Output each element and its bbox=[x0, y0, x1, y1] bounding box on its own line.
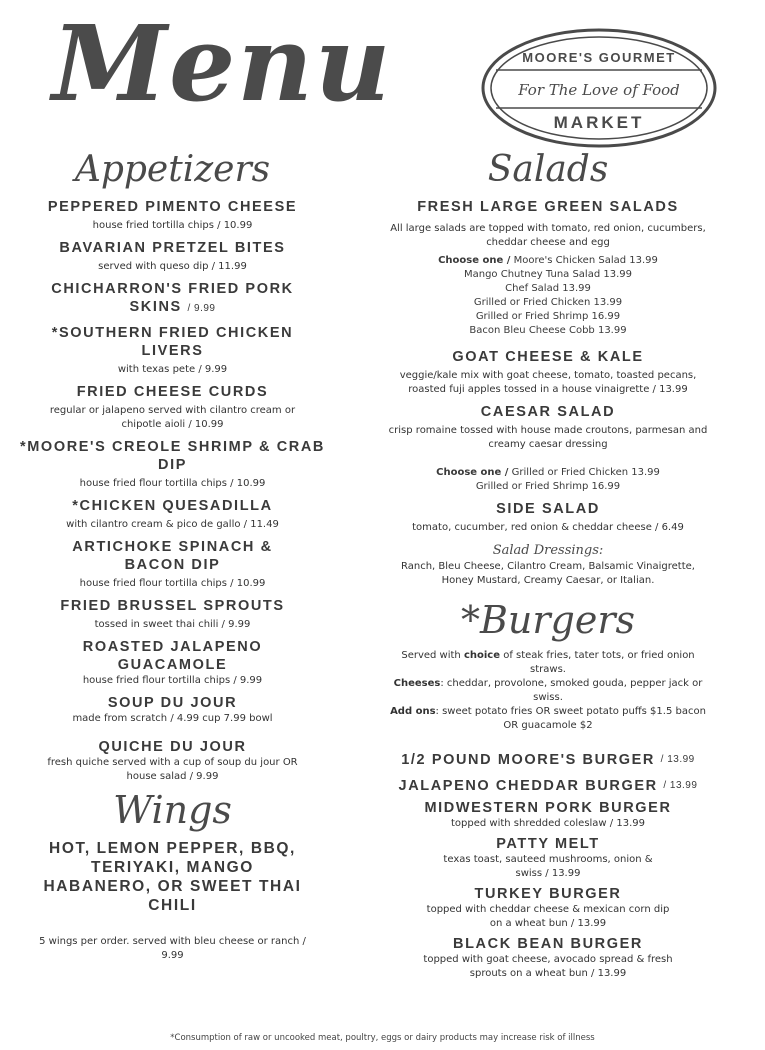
item-desc: regular or jalapeno served with cilantro cream or chipotle aioli / 10.99 bbox=[49, 404, 296, 430]
salad-option: Mango Chutney Tuna Salad 13.99 bbox=[463, 268, 632, 280]
menu-item bbox=[372, 799, 724, 831]
item-desc: house fried flour tortilla chips / 10.99 bbox=[79, 577, 266, 589]
item-name: FRIED BRUSSEL SPROUTS bbox=[60, 597, 285, 614]
item-name: ROASTED JALAPENO GUACAMOLE bbox=[82, 638, 263, 673]
menu-item bbox=[372, 348, 724, 397]
caesar-options bbox=[372, 466, 724, 494]
item-name: CAESAR SALAD bbox=[480, 403, 616, 420]
salad-dressings: Ranch, Bleu Cheese, Cilantro Cream, Balsamic Vinaigrette, Honey Mustard, Creamy Caesar, or Italian. bbox=[401, 560, 695, 586]
menu-item bbox=[20, 538, 325, 591]
addons-text: : sweet potato fries OR sweet potato puffs $1.5 bacon OR guacamole $2 bbox=[435, 706, 706, 732]
menu-item bbox=[372, 777, 724, 795]
menu-item bbox=[20, 438, 325, 491]
item-name: GOAT CHEESE & KALE bbox=[452, 348, 644, 365]
menu-title: Menu bbox=[52, 2, 393, 125]
menu-item bbox=[20, 280, 325, 318]
menu-item bbox=[20, 738, 325, 784]
salad-option: Chef Salad 13.99 bbox=[505, 282, 591, 294]
item-name: MIDWESTERN PORK BURGER bbox=[424, 800, 672, 817]
item-desc: with texas pete / 9.99 bbox=[117, 363, 228, 375]
left-column bbox=[20, 150, 325, 963]
menu-item bbox=[372, 751, 724, 769]
addons-label: Add ons bbox=[390, 706, 436, 718]
logo-script-text: For The Love of Food bbox=[518, 81, 680, 99]
menu-item bbox=[20, 324, 325, 377]
footnote: *Consumption of raw or uncooked meat, poultry, eggs or dairy products may increase risk of illness bbox=[170, 1033, 595, 1043]
item-name: BLACK BEAN BURGER bbox=[453, 936, 643, 953]
cheeses-text: : cheddar, provolone, smoked gouda, pepper jack or swiss. bbox=[440, 678, 703, 704]
item-name-text: CHICHARRON'S FRIED PORK SKINS bbox=[51, 280, 294, 315]
item-desc: tomato, cucumber, red onion & cheddar cheese / 6.49 bbox=[412, 521, 684, 533]
right-column bbox=[372, 150, 724, 987]
salad-option: Bacon Bleu Cheese Cobb 13.99 bbox=[469, 324, 627, 336]
caesar-option: Grilled or Fried Chicken 13.99 bbox=[511, 466, 660, 478]
item-desc: crisp romaine tossed with house made croutons, parmesan and creamy caesar dressing bbox=[388, 424, 708, 450]
item-name: 1/2 POUND MOORE'S BURGER bbox=[401, 752, 655, 769]
burgers-intro-pre: Served with bbox=[401, 650, 464, 662]
item-desc: tossed in sweet thai chili / 9.99 bbox=[94, 618, 251, 630]
wings-heading: Wings bbox=[113, 787, 232, 832]
menu-item bbox=[20, 638, 325, 688]
item-desc: house fried flour tortilla chips / 10.99 bbox=[79, 477, 266, 489]
item-desc: served with queso dip / 11.99 bbox=[98, 260, 247, 272]
item-name: BAVARIAN PRETZEL BITES bbox=[59, 239, 286, 256]
menu-item bbox=[20, 239, 325, 274]
item-name: *SOUTHERN FRIED CHICKEN LIVERS bbox=[51, 324, 294, 359]
item-desc: topped with cheddar cheese & mexican corn dip on a wheat bun / 13.99 bbox=[426, 904, 670, 930]
item-name: *MOORE'S CREOLE SHRIMP & CRAB DIP bbox=[20, 438, 325, 473]
menu-item bbox=[20, 198, 325, 233]
item-desc: house fried flour tortilla chips / 9.99 bbox=[82, 674, 263, 686]
moores-gourmet-market-logo bbox=[478, 24, 720, 152]
item-name: TURKEY BURGER bbox=[474, 886, 622, 903]
item-name: ARTICHOKE SPINACH & BACON DIP bbox=[72, 538, 273, 573]
menu-item bbox=[20, 497, 325, 532]
logo-bottom-text: MARKET bbox=[553, 113, 645, 132]
item-name: QUICHE DU JOUR bbox=[98, 738, 247, 755]
burgers-heading: *Burgers bbox=[460, 597, 636, 642]
menu-item bbox=[20, 694, 325, 726]
item-desc: topped with goat cheese, avocado spread & fresh sprouts on a wheat bun / 13.99 bbox=[423, 954, 673, 980]
choose-label: Choose one / bbox=[436, 466, 509, 478]
menu-item bbox=[372, 935, 724, 981]
cheeses-label: Cheeses bbox=[393, 678, 441, 690]
item-desc: house fried tortilla chips / 10.99 bbox=[92, 219, 253, 231]
item-name: SOUP DU JOUR bbox=[107, 694, 238, 711]
item-name: FRIED CHEESE CURDS bbox=[76, 383, 269, 400]
item-price: / 9.99 bbox=[187, 302, 216, 314]
item-name: SIDE SALAD bbox=[496, 500, 600, 517]
wings-desc: 5 wings per order. served with bleu cheese or ranch / 9.99 bbox=[39, 936, 306, 962]
menu-item bbox=[20, 597, 325, 632]
appetizers-heading: Appetizers bbox=[74, 149, 271, 190]
logo-stamp-graphic bbox=[478, 24, 720, 152]
item-price: / 13.99 bbox=[663, 780, 698, 792]
burgers-intro-post: of steak fries, tater tots, or fried onion straws. bbox=[500, 650, 695, 676]
menu-item bbox=[20, 383, 325, 432]
menu-item bbox=[372, 403, 724, 494]
item-name bbox=[20, 280, 325, 318]
item-name: FRESH LARGE GREEN SALADS bbox=[417, 198, 679, 215]
item-desc: veggie/kale mix with goat cheese, tomato, toasted pecans, roasted fuji apples tossed in a house vinaigrette / 13.99 bbox=[399, 369, 697, 395]
caesar-option: Grilled or Fried Shrimp 16.99 bbox=[475, 480, 621, 492]
salad-dressings-heading: Salad Dressings: bbox=[492, 542, 604, 558]
item-desc: texas toast, sauteed mushrooms, onion & swiss / 13.99 bbox=[443, 854, 653, 880]
menu-item bbox=[372, 198, 724, 338]
item-desc: All large salads are topped with tomato, red onion, cucumbers, cheddar cheese and egg bbox=[390, 222, 706, 248]
menu-item bbox=[372, 885, 724, 931]
item-name: PEPPERED PIMENTO CHEESE bbox=[47, 198, 298, 215]
wings-flavors: HOT, LEMON PEPPER, BBQ, TERIYAKI, MANGO HABANERO, OR SWEET THAI CHILI bbox=[43, 840, 302, 915]
burgers-intro bbox=[372, 649, 724, 733]
choose-label: Choose one / bbox=[438, 254, 511, 266]
item-desc: topped with shredded coleslaw / 13.99 bbox=[451, 818, 645, 830]
logo-top-text: MOORE'S GOURMET bbox=[522, 50, 676, 65]
menu-item bbox=[372, 500, 724, 535]
item-desc: made from scratch / 4.99 cup 7.99 bowl bbox=[72, 712, 273, 724]
burgers-intro-bold: choice bbox=[463, 650, 501, 662]
salad-options bbox=[372, 254, 724, 338]
salads-heading: Salads bbox=[487, 149, 609, 190]
salad-option: Grilled or Fried Shrimp 16.99 bbox=[475, 310, 621, 322]
item-price: / 13.99 bbox=[660, 754, 695, 766]
item-desc: fresh quiche served with a cup of soup du jour OR house salad / 9.99 bbox=[47, 756, 298, 782]
item-name: *CHICKEN QUESADILLA bbox=[72, 497, 273, 514]
salad-option: Moore's Chicken Salad 13.99 bbox=[513, 254, 658, 266]
item-name: PATTY MELT bbox=[496, 836, 600, 853]
item-name: JALAPENO CHEDDAR BURGER bbox=[398, 778, 658, 795]
salad-option: Grilled or Fried Chicken 13.99 bbox=[473, 296, 623, 308]
item-desc: with cilantro cream & pico de gallo / 11.49 bbox=[66, 518, 279, 530]
menu-item bbox=[372, 835, 724, 881]
